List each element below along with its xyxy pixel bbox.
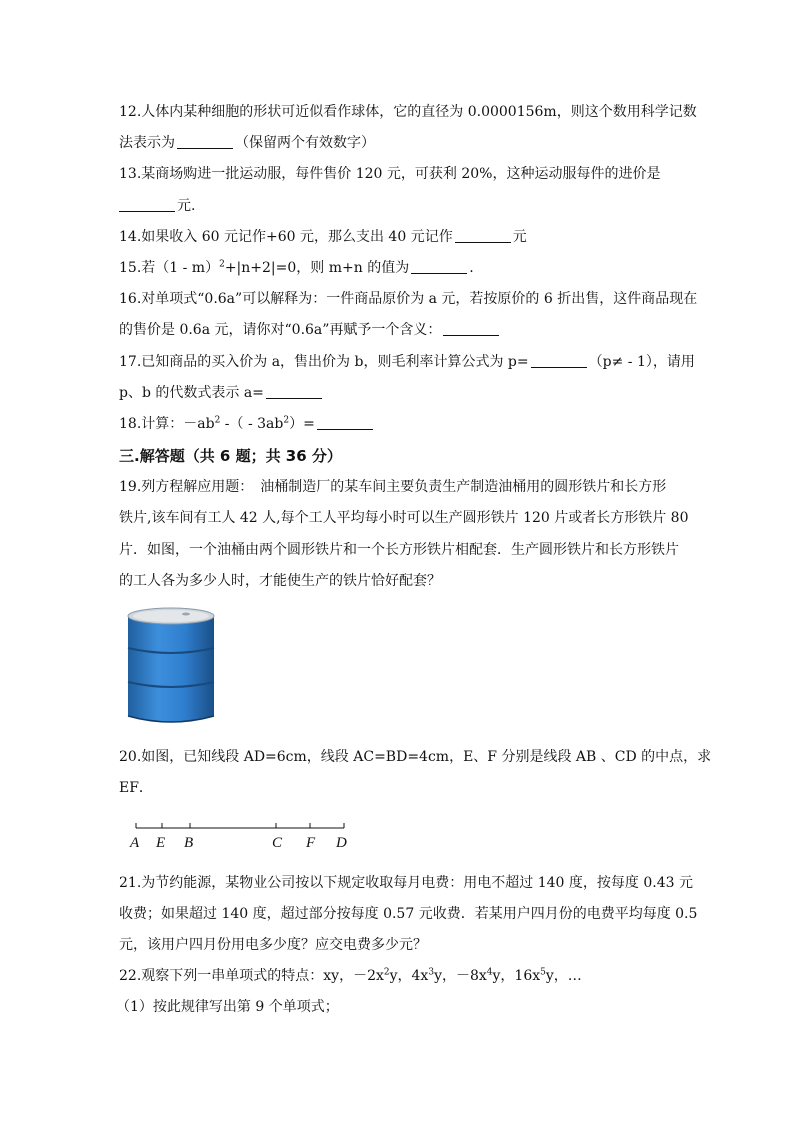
q22-sup: 4 bbox=[486, 967, 493, 978]
point-label-a: A bbox=[130, 835, 140, 851]
q21-line1: 21.为节约能源，某物业公司按以下规定收取每月电费：用电不超过 140 度，按每度 0.43 元 bbox=[119, 875, 693, 891]
q14-post: 元 bbox=[512, 229, 527, 245]
answer-blank bbox=[531, 353, 587, 368]
q15-pre: 15.若（1 - m） bbox=[119, 260, 220, 276]
answer-blank bbox=[411, 259, 467, 274]
q17-line1-post: （p≠ - 1），请用 bbox=[588, 354, 695, 370]
q12-line2-post: （保留两个有效数字） bbox=[235, 135, 375, 151]
q16-line2 bbox=[119, 320, 501, 340]
q19-line3: 片．如图，一个油桶由两个圆形铁片和一个长方形铁片相配套．生产圆形铁片和长方形铁片 bbox=[119, 542, 679, 558]
point-label-c: C bbox=[272, 835, 283, 851]
q15-sup: 2 bbox=[219, 259, 225, 270]
q17-line2-pre: p、b 的代数式表示 a= bbox=[119, 385, 264, 401]
q21-line2: 收费；如果超过 140 度，超过部分按每度 0.57 元收费．若某用户四月份的电费平均每度 0.5 bbox=[119, 906, 698, 922]
answer-blank bbox=[317, 415, 373, 430]
q15-post: . bbox=[469, 260, 474, 276]
q14-pre: 14.如果收入 60 元记作+60 元，那么支出 40 元记作 bbox=[119, 229, 453, 245]
q12-line2-pre: 法表示为 bbox=[119, 135, 175, 151]
q18-post: ）= bbox=[289, 416, 315, 432]
q12-line1: 12.人体内某种细胞的形状可近似看作球体，它的直径为 0.0000156m，则这个数用科学记数 bbox=[119, 104, 697, 120]
q22-post: y，… bbox=[545, 968, 582, 984]
q22-line1 bbox=[119, 966, 582, 986]
segment-diagram bbox=[126, 818, 356, 854]
q18-mid: -（ - 3ab bbox=[220, 416, 284, 432]
q19-line4: 的工人各为多少人时，才能使生产的铁片恰好配套？ bbox=[119, 573, 441, 589]
q22-sup: 5 bbox=[540, 967, 546, 978]
answer-blank bbox=[443, 321, 499, 336]
q15-line bbox=[119, 258, 474, 278]
q17-line1 bbox=[119, 352, 695, 372]
q22-pre: 22.观察下列一串单项式的特点：xy，－2x bbox=[119, 968, 384, 984]
q18-sup1: 2 bbox=[214, 415, 221, 426]
answer-blank bbox=[119, 197, 175, 212]
q13-line1: 13.某商场购进一批运动服，每件售价 120 元，可获利 20%，这种运动服每件的进价是 bbox=[119, 166, 661, 182]
q18-sup2: 2 bbox=[283, 415, 290, 426]
q17-line1-pre: 17.已知商品的买入价为 a，售出价为 b，则毛利率计算公式为 p= bbox=[119, 354, 529, 370]
q19-line2: 铁片,该车间有工人 42 人,每个工人平均每小时可以生产圆形铁片 120 片或者长方形铁片 80 bbox=[119, 510, 689, 526]
section-heading: 三.解答题（共 6 题；共 36 分） bbox=[119, 447, 342, 465]
q12-line2 bbox=[119, 133, 375, 153]
q22-sub1: （1）按此规律写出第 9 个单项式； bbox=[116, 999, 339, 1015]
q22-text: y，4x bbox=[389, 968, 429, 984]
answer-blank bbox=[266, 384, 322, 399]
point-label-e: E bbox=[156, 835, 166, 851]
q18-line bbox=[119, 414, 375, 434]
q22-text: y，－8x bbox=[434, 968, 487, 984]
q22-sup: 2 bbox=[383, 967, 390, 978]
q21-line3: 元，该用户四月份用电多少度？应交电费多少元？ bbox=[119, 937, 427, 953]
q17-line2 bbox=[119, 383, 324, 403]
q22-sup: 3 bbox=[428, 967, 435, 978]
q20-line2: EF． bbox=[119, 780, 153, 796]
q16-line2-pre: 的售价是 0.6a 元，请你对“0.6a”再赋予一个含义： bbox=[119, 322, 442, 338]
answer-blank bbox=[455, 228, 511, 243]
q20-line1: 20.如图，已知线段 AD=6cm，线段 AC=BD=4cm，E、F 分别是线段 AB 、CD 的中点，求 bbox=[119, 749, 712, 765]
q14-line bbox=[119, 227, 527, 247]
q16-line1: 16.对单项式“0.6a”可以解释为：一件商品原价为 a 元，若按原价的 6 折出售，这件商品现在 bbox=[119, 291, 698, 307]
q22-text: y，16x bbox=[492, 968, 541, 984]
answer-blank bbox=[177, 134, 233, 149]
point-label-d: D bbox=[336, 835, 347, 851]
oil-drum-image bbox=[126, 606, 216, 728]
q19-line1: 19.列方程解应用题： 油桶制造厂的某车间主要负责生产制造油桶用的圆形铁片和长方形 bbox=[119, 479, 667, 495]
q15-mid: +|n+2|=0，则 m+n 的值为 bbox=[224, 260, 410, 276]
point-label-f: F bbox=[306, 835, 316, 851]
q13-line2 bbox=[119, 196, 195, 216]
point-label-b: B bbox=[184, 835, 194, 851]
q13-line2-post: 元. bbox=[177, 198, 196, 214]
q18-pre: 18.计算：－ab bbox=[119, 416, 215, 432]
